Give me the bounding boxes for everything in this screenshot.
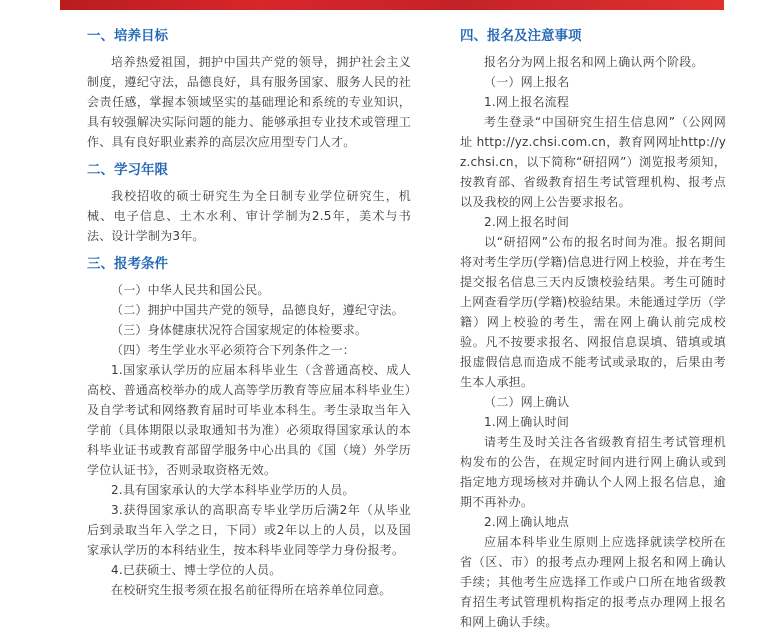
left-column xyxy=(87,26,411,600)
top-banner-image xyxy=(60,0,724,10)
subheading-confirmation-place: 2.网上确认地点 xyxy=(484,515,570,529)
subheading-online-registration: （一）网上报名 xyxy=(484,75,570,89)
eligibility-subitem: 3.获得国家承认的高职高专毕业学历后满2年（从毕业后到录取当年入学之日，下同）或2年以上的人员，以及国家承认学历的本科结业生，按本科毕业同等学力身份报考。 xyxy=(87,503,411,557)
subheading-online-confirmation: （二）网上确认 xyxy=(484,395,570,409)
subheading-registration-process: 1.网上报名流程 xyxy=(484,95,570,109)
duration-paragraph: 我校招收的硕士研究生为全日制专业学位研究生，机械、电子信息、土木水利、审计学制为2.5年，美术与书法、设计学制为3年。 xyxy=(87,189,411,243)
eligibility-note: 在校研究生报考须在报名前征得所在培养单位同意。 xyxy=(111,583,392,597)
registration-time-paragraph: 以“研招网”公布的报名时间为准。报名期间将对考生学历(学籍)信息进行网上校验，并在考生提交报名信息三天内反馈校验结果。考生可随时上网查看学历(学籍)校验结果。未能通过学历（学籍）网上校验的考生，需在网上确认前完成校验。凡不按要求报名、网报信息误填、错填或填报虚假信息而造成不能考试或录取的，后果由考生本人承担。 xyxy=(460,235,726,389)
section-heading-eligibility: 三、报考条件 xyxy=(87,256,168,272)
section-heading-registration: 四、报名及注意事项 xyxy=(460,28,582,44)
confirmation-time-paragraph: 请考生及时关注各省级教育招生考试管理机构发布的公告，在规定时间内进行网上确认或到指定地方现场核对并确认个人网上报名信息，逾期不再补办。 xyxy=(460,435,726,509)
eligibility-subitem: 2.具有国家承认的大学本科毕业学历的人员。 xyxy=(111,483,355,497)
goals-paragraph: 培养热爱祖国，拥护中国共产党的领导，拥护社会主义制度，遵纪守法，品德良好，具有服务国家、服务人民的社会责任感，掌握本领域坚实的基础理论和系统的专业知识，具有较强解决实际问题的能力、能够承担专业技术或管理工作、具有良好职业素养的高层次应用型专门人才。 xyxy=(87,55,411,149)
right-column xyxy=(460,26,726,632)
registration-intro: 报名分为网上报名和网上确认两个阶段。 xyxy=(484,55,704,69)
section-heading-duration: 二、学习年限 xyxy=(87,162,168,178)
subheading-registration-time: 2.网上报名时间 xyxy=(484,215,570,229)
eligibility-item: （四）考生学业水平必须符合下列条件之一： xyxy=(111,343,356,357)
eligibility-item: （二）拥护中国共产党的领导，品德良好，遵纪守法。 xyxy=(111,303,404,317)
eligibility-subitem: 1.国家承认学历的应届本科毕业生（含普通高校、成人高校、普通高校举办的成人高等学历教育等应届本科毕业生）及自学考试和网络教育届时可毕业本科生。考生录取当年入学前（具体期限以录取通知书为准）必须取得国家承认的本科毕业证书或教育部留学服务中心出具的《国（境）外学历学位认证书》，否则录取资格无效。 xyxy=(87,363,411,477)
eligibility-item: （三）身体健康状况符合国家规定的体检要求。 xyxy=(111,323,368,337)
eligibility-subitem: 4.已获硕士、博士学位的人员。 xyxy=(111,563,282,577)
confirmation-place-paragraph: 应届本科毕业生原则上应选择就读学校所在省（区、市）的报考点办理网上报名和网上确认手续；其他考生应选择工作或户口所在地省级教育招生考试管理机构指定的报考点办理网上报名和网上确认手续。 xyxy=(460,535,726,629)
registration-process-paragraph: 考生登录“中国研究生招生信息网”（公网网址 http://yz.chsi.com.cn，教育网网址http://yz.chsi.cn，以下简称“研招网”）浏览报考须知，按教育部、省级教育招生考试管理机构、报考点以及我校的网上公告要求报名。 xyxy=(460,115,726,209)
section-heading-goals: 一、培养目标 xyxy=(87,28,168,44)
subheading-confirmation-time: 1.网上确认时间 xyxy=(484,415,570,429)
eligibility-item: （一）中华人民共和国公民。 xyxy=(111,283,270,297)
